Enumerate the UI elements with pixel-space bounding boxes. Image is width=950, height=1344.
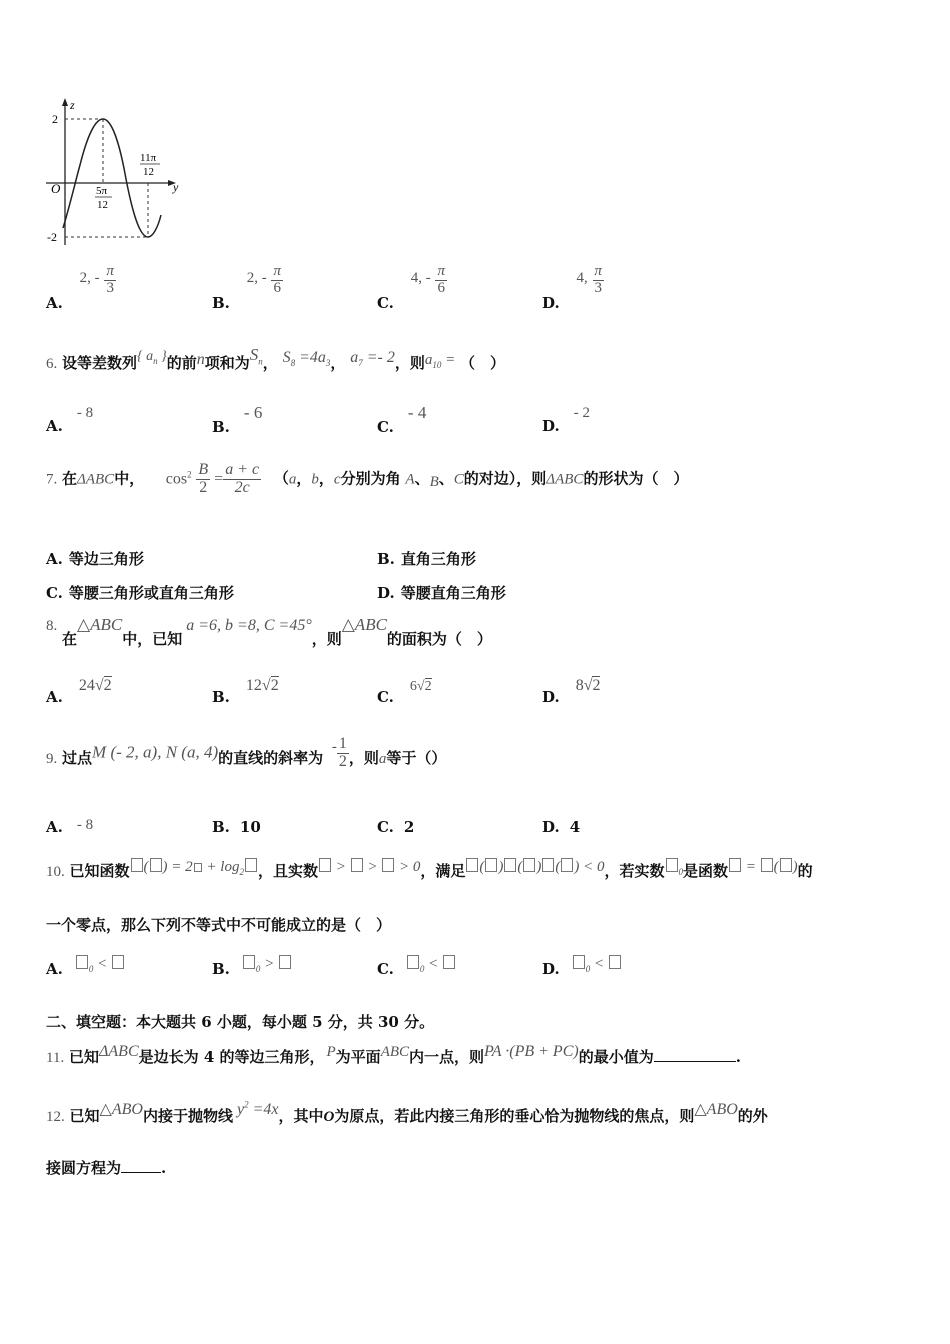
q9-option-a[interactable]: A. - 8: [46, 817, 94, 836]
tick2-den: 12: [143, 166, 154, 178]
sine-curve: [63, 119, 161, 237]
q6-option-b[interactable]: B.- 6: [212, 403, 263, 436]
q6-option-d[interactable]: D.- 2: [542, 405, 590, 435]
q8-option-a[interactable]: A.24√2: [46, 677, 112, 706]
q9-option-c[interactable]: C. 2: [377, 818, 415, 836]
q7-option-b[interactable]: B. 直角三角形: [377, 550, 476, 568]
q5-option-a[interactable]: A. 2, - $\frac{\pi}{3}$: [46, 263, 114, 313]
question-11: 11. 已知ΔABC是边长为 4 的等边三角形， P为平面ABC内一点，则PA ·(PB + PC)的最小值为 .: [46, 1043, 741, 1066]
question-9: 9. 过点M (- 2, a), N (a, 4)的直线的斜率为 - $\frac{1}{2}$ ，则a等于（）: [46, 735, 447, 770]
q8-option-d[interactable]: D.8√2: [542, 677, 601, 706]
q10-option-a[interactable]: A. $_0$ <: [46, 954, 125, 974]
axis-y-label: y: [173, 180, 179, 194]
question-6: 6. 设等差数列{ $a_n$ }的前n项和为$S_n$， $S_8 =4a_3$， $a_7 =- 2$，则$a_{10}$ = （ ）: [46, 345, 505, 372]
q6-option-c[interactable]: C.- 4: [377, 403, 427, 436]
sine-graph: [40, 95, 200, 255]
q7-option-c[interactable]: C. 等腰三角形或直角三角形: [46, 584, 234, 602]
option-letter: B.: [212, 294, 230, 313]
question-8: 8. 在△ABC中，已知a =6, b =8, C =45°，则△ABC的面积为（ ）: [46, 615, 492, 648]
option-letter: A.: [46, 294, 63, 313]
axis-z-label: z: [70, 98, 75, 112]
ymin-label: -2: [47, 230, 57, 244]
q8-option-c[interactable]: C.6√2: [377, 679, 432, 706]
question-12-line2: 接圆方程为 .: [46, 1159, 167, 1177]
question-10: 10. 已知函数 ( ) = $2 + \log_2$ ，且实数 > > > 0，满足 ( ) ( ) ( ) < 0，若实数 $_0$是函数 = ( )的: [46, 859, 813, 880]
tick1-den: 12: [97, 199, 108, 211]
ymax-label: 2: [52, 112, 58, 126]
q5-option-d[interactable]: D. 4, $\frac{\pi}{3}$: [542, 263, 603, 313]
origin-label: O: [51, 181, 61, 196]
answer-blank[interactable]: [654, 1061, 736, 1062]
q9-option-b[interactable]: B. 10: [212, 818, 261, 836]
tick1-num: 5π: [96, 185, 108, 197]
q5-option-c[interactable]: C. 4, - $\frac{\pi}{6}$: [377, 263, 445, 313]
q7-option-a[interactable]: A. 等边三角形: [46, 550, 144, 568]
question-10-line2: 一个零点，那么下列不等式中不可能成立的是（ ）: [46, 916, 392, 934]
option-letter: D.: [542, 294, 560, 313]
answer-blank[interactable]: [121, 1172, 161, 1173]
q6-option-a[interactable]: A.- 8: [46, 405, 94, 435]
q8-option-b[interactable]: B.12√2: [212, 677, 279, 706]
q9-option-d[interactable]: D. 4: [542, 818, 581, 836]
section-2-heading: 二、填空题：本大题共 6 小题，每小题 5 分，共 30 分。: [46, 1013, 435, 1031]
question-12: 12. 已知△ABO内接于抛物线 $y^2 =4x$，其中O为原点，若此内接三角形的垂心恰为抛物线的焦点，则△ABO的外: [46, 1099, 768, 1125]
q10-option-b[interactable]: B. $_0$ >: [212, 954, 292, 974]
option-letter: C.: [377, 294, 394, 313]
z-axis-arrow: [62, 98, 68, 106]
question-7: 7. 在ΔABC中， $\cos^2$ $\frac{B}{2}$ = $\frac{a + c}{2c}$ （a，b，c分别为角 A、B、C的对边），则ΔABC的形状为（ ）: [46, 461, 689, 496]
tick2-num: 11π: [140, 152, 157, 164]
q10-option-c[interactable]: C. $_0$ <: [377, 954, 456, 974]
q5-option-b[interactable]: B. 2, - $\frac{\pi}{6}$: [212, 263, 281, 313]
q10-option-d[interactable]: D. $_0$ <: [542, 954, 622, 974]
q7-option-d[interactable]: D. 等腰直角三角形: [377, 584, 506, 602]
